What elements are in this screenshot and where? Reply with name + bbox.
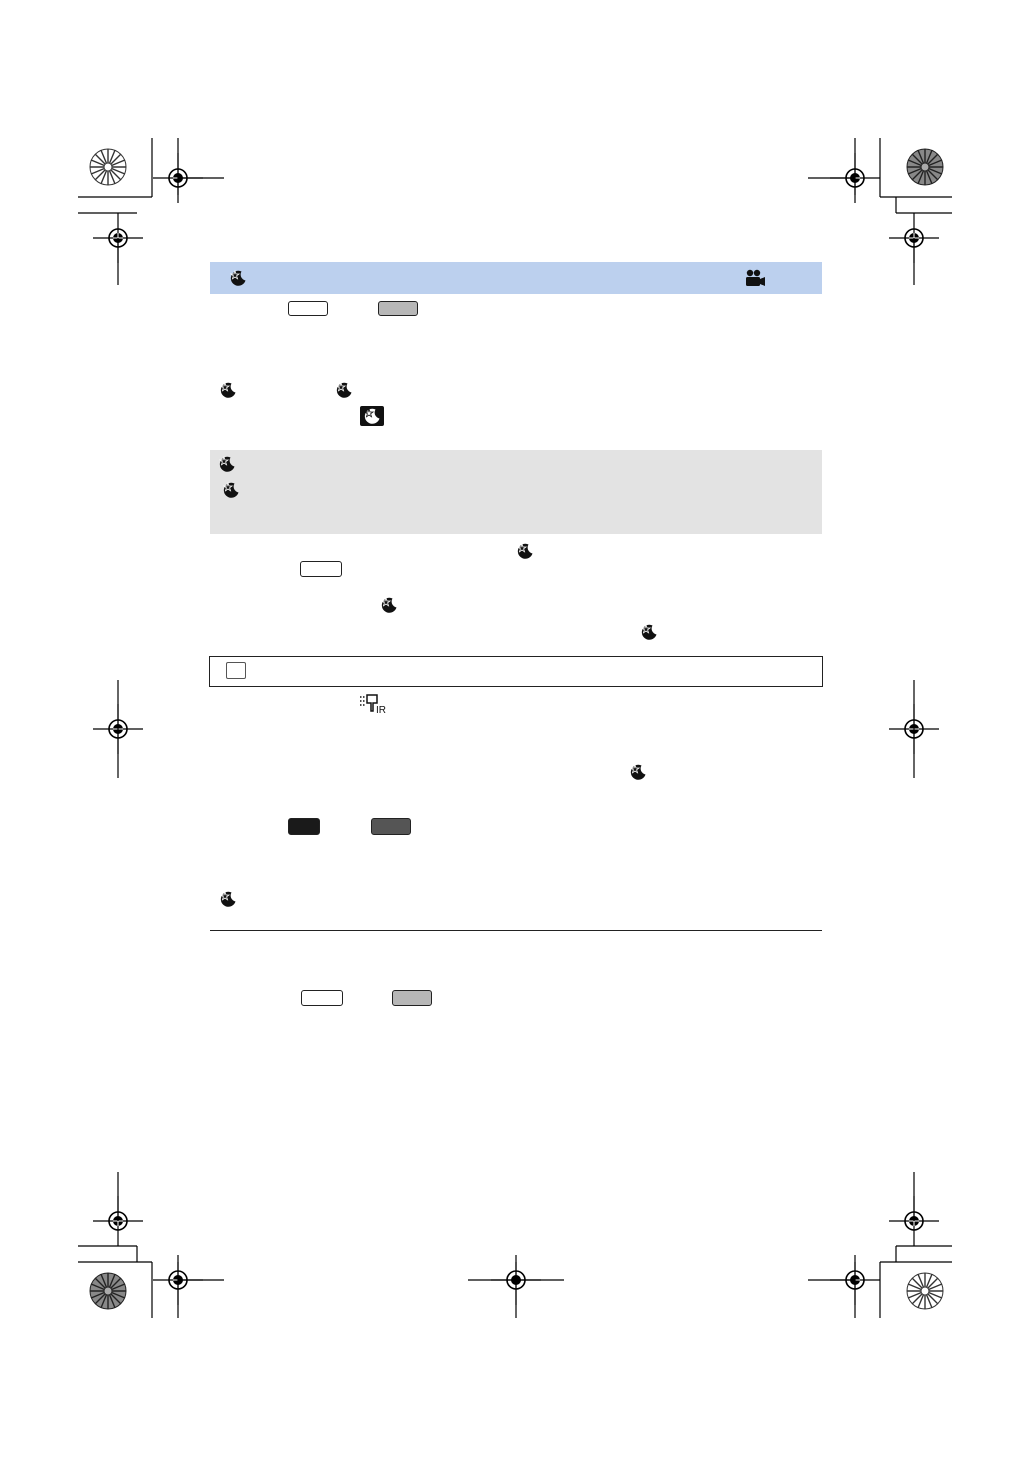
mode-indicator-white xyxy=(300,561,342,577)
mode-indicator-white xyxy=(301,990,343,1006)
night-mode-icon xyxy=(334,380,354,400)
color-wheel-icon xyxy=(907,149,943,185)
infrared-light-icon xyxy=(358,694,388,714)
svg-text:IR: IR xyxy=(376,705,386,714)
mode-indicator-grey xyxy=(392,990,432,1006)
night-mode-icon xyxy=(639,622,659,642)
night-mode-display-icon xyxy=(360,406,384,426)
color-wheel-icon xyxy=(90,149,126,185)
night-mode-icon xyxy=(228,268,248,288)
checkbox-symbol xyxy=(226,662,246,679)
section-divider xyxy=(210,930,822,931)
color-wheel-icon xyxy=(907,1273,943,1309)
night-mode-icon xyxy=(515,541,535,561)
mode-indicator-dark xyxy=(371,818,411,835)
section-header-bar xyxy=(210,262,822,294)
night-mode-icon xyxy=(217,454,237,474)
note-box xyxy=(210,450,822,534)
night-mode-icon xyxy=(379,595,399,615)
color-wheel-icon xyxy=(90,1273,126,1309)
night-mode-icon xyxy=(221,480,241,500)
mode-indicator-black xyxy=(288,818,320,835)
night-mode-icon xyxy=(218,889,238,909)
night-mode-icon xyxy=(218,380,238,400)
mode-indicator-grey xyxy=(378,301,418,316)
notice-frame xyxy=(209,656,823,687)
movie-camera-icon xyxy=(744,269,766,287)
night-mode-icon xyxy=(362,406,382,426)
mode-indicator-white xyxy=(288,301,328,316)
night-mode-icon xyxy=(628,762,648,782)
